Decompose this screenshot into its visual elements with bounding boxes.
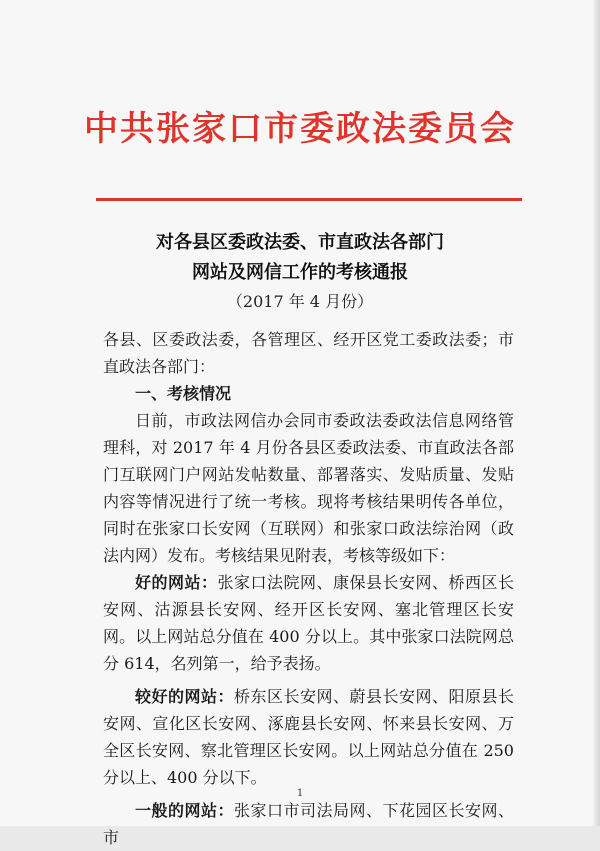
red-divider-line <box>96 198 522 201</box>
document-date-subtitle: （2017 年 4 月份） <box>226 292 374 311</box>
better-websites-label: 较好的网站： <box>135 687 234 706</box>
general-websites-text: 张家口市司法局网、下花园区长安网、市 <box>103 801 514 847</box>
section-heading-assessment: 一、考核情况 <box>135 384 232 403</box>
paragraph-good-websites <box>103 569 514 677</box>
page-number: 1 <box>296 788 304 799</box>
letterhead-title: 中共张家口市委政法委员会 <box>84 109 516 149</box>
general-websites-label: 一般的网站： <box>135 801 234 820</box>
document-title-line-1: 对各县区委政法委、市直政法各部门 <box>156 232 444 253</box>
salutation: 各县、区委政法委，各管理区、经开区党工委政法委；市直政法各部门： <box>103 330 514 376</box>
document-body <box>103 326 514 851</box>
good-websites-label: 好的网站： <box>135 573 218 592</box>
good-websites-text: 张家口法院网、康保县长安网、桥西区长安网、沽源县长安网、经开区长安网、塞北管理区长安网。以上网站总分值在 400 分以上。其中张家口法院网总分 614，名列第一，给予表扬。 <box>103 573 514 673</box>
paragraph-assessment-intro: 日前，市政法网信办会同市委政法委政法信息网络管理科，对 2017 年 4 月份各县区委政法委、市直政法各部门互联网门户网站发帖数量、部署落实、发贴质量、发贴内容等情况进行了统一考核。现将考核结果明传各单位，同时在张家口长安网（互联网）和张家口政法综治网（政法内网）发布。考核结果见附表，考核等级如下： <box>103 411 514 565</box>
paragraph-general-websites <box>103 797 514 851</box>
document-title-line-2: 网站及网信工作的考核通报 <box>192 262 408 283</box>
paragraph-better-websites <box>103 683 514 791</box>
better-websites-text: 桥东区长安网、蔚县长安网、阳原县长安网、宣化区长安网、涿鹿县长安网、怀来县长安网、万全区长安网、察北管理区长安网。以上网站总分值在 250 分以上、400 分以下。 <box>103 687 514 787</box>
scan-page-edge <box>593 0 599 826</box>
